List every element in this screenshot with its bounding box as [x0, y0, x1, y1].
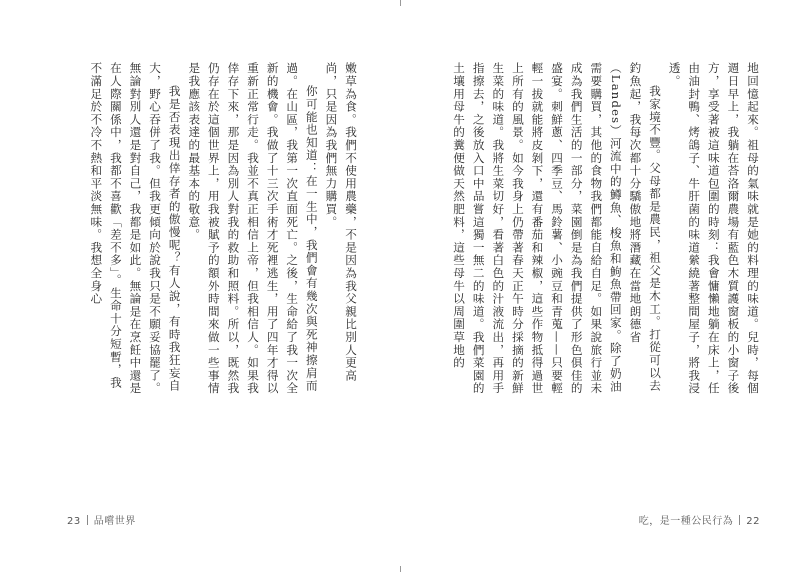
left-paragraph-3: 我是否表現出倖存者的傲慢呢？有人說，有時我狂妄自大，野心吞併了我。但我更傾向於說我只是不願妥協罷了。無論對別人還是對自己，我都是如此。無論是在烹飪中還是在人際關係中，我都不喜歡「差不多」。生命十分短暫，我不滿足於不冷不熱和平淡無味。我想全身心 [89, 62, 182, 395]
right-running-title: 吃，是一種公民行為 [638, 516, 734, 527]
left-page-number: 23 [67, 516, 81, 527]
right-paragraph-2: 我家境不豐。父母都是農民，祖父是木工。打從可以去釣魚起，我每次都十分驕傲地將潛藏在當地朗德省（Landes）河流中的鱒魚、梭魚和鮈魚帶回家。除了奶油需要購買，其他的食物我們都能自給自足。如果說旅行並未成為我們生活的一部分，菜園倒是為我們提供了形色俱佳的盛宴。刺鮮蔥、四季豆、馬鈴薯、小豌豆和青蒐——只要輕輕一拔就能將皮剝下，還有番茄和辣椒，這些作物抵得過世上所有的風景。如今我身上仍帶著春天正午時分採摘的新鮮生菜的味道。我將生菜切好，看著白色的汁液流出，再用手指擦去，之後放入口中品嘗這獨一無二的味道。我們菜園的土壤用母牛的糞便做天然肥料，這些母牛以周圍草地的 [452, 62, 663, 395]
left-page-footer [67, 512, 136, 527]
left-running-title: 品嚐世界 [93, 516, 136, 527]
footer-separator [739, 515, 740, 525]
crop-mark-bottom [400, 566, 401, 572]
right-page-footer [639, 512, 760, 527]
right-page [400, 0, 800, 572]
left-paragraph-1: 嫩草為食。我們不使用農藥，不是因為我父親比別人更高尚，只是因為我們無力購買。 [324, 62, 358, 382]
right-page-number: 22 [746, 516, 760, 527]
left-page-body [60, 62, 360, 398]
right-paragraph-1: 地回憶起來。祖母的氣味就是她的料理的味道。兒時，每個週日早上，我躺在荅洛爾農場有藍色木質護窗板的小窗子後方，享受著被這味道包圍的時刻：我會慵懶地躺在床上，任由油封鴨、烤鴿子、牛肝菌的味道縈繞著整間屋子，將我浸透。 [667, 62, 760, 395]
right-page-body [422, 62, 762, 398]
footer-separator [87, 515, 88, 525]
left-paragraph-2: 你可能也知道：在一生中，我們會有幾次與死神擦肩而過。在山區，我第一次直面死亡。之後，生命給了我一次全新的機會。我做了十三次手術才死裡逃生，用了四年才得以重新正常行走。我並不真正相信上帝，但我相信人。如果我倖存下來，那是因為別人對我的救助和照料。所以，既然我仍存在於這個世界上，用我被賦予的額外時間來做一些事情是我應該表達的最基本的敬意。 [187, 62, 319, 395]
